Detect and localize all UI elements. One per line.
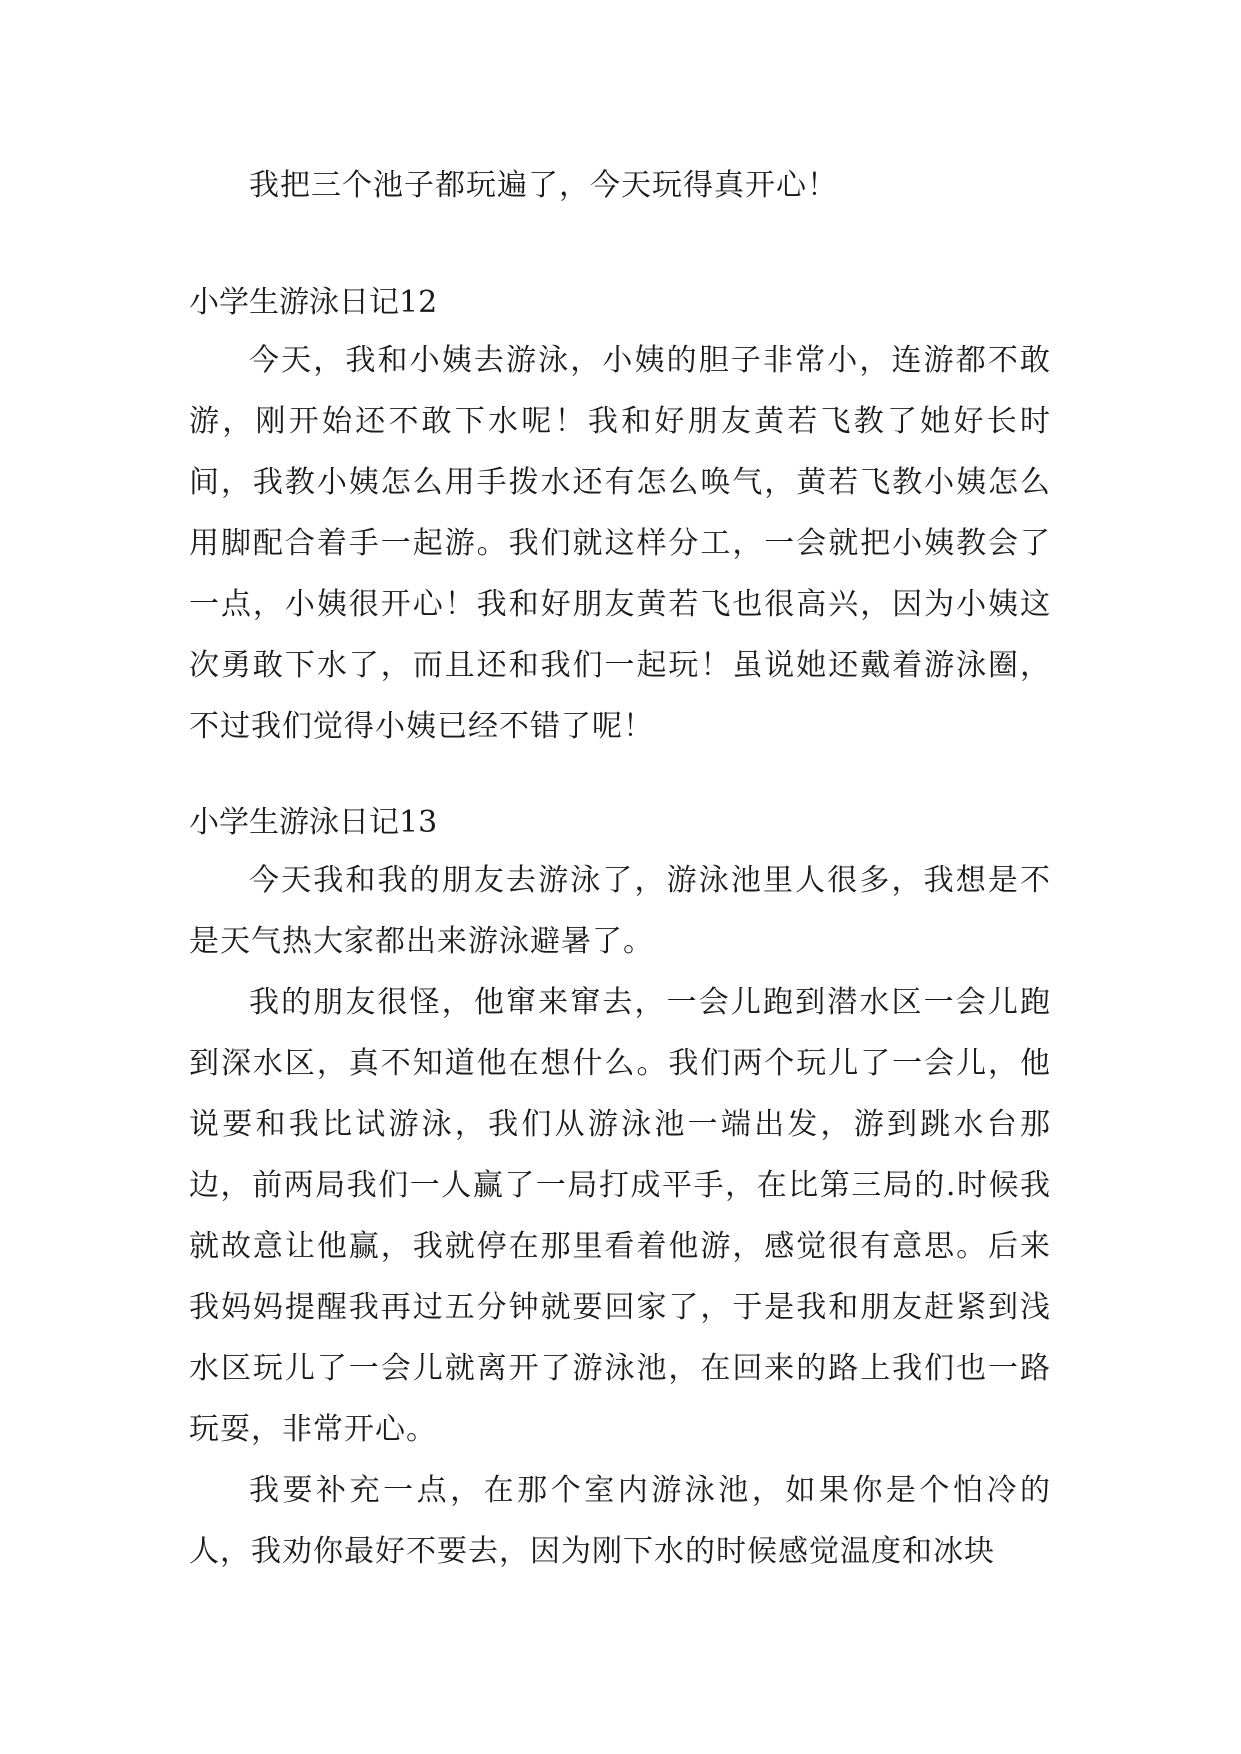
intro-block <box>189 155 1051 216</box>
intro-paragraph: 我把三个池子都玩遍了，今天玩得真开心！ <box>249 168 838 203</box>
section-body-13 <box>189 850 1051 1582</box>
paragraph: 今天我和我的朋友去游泳了，游泳池里人很多，我想是不是天气热大家都出来游泳避暑了。 <box>189 863 1051 959</box>
section-heading-12: 小学生游泳日记12 <box>189 285 438 320</box>
paragraph: 我的朋友很怪，他窜来窜去，一会儿跑到潜水区一会儿跑到深水区，真不知道他在想什么。我们两个玩儿了一会儿，他说要和我比试游泳，我们从游泳池一端出发，游到跳水台那边，前两局我们一人赢了一局打成平手，在比第三局的.时候我就故意让他赢，我就停在那里看着他游，感觉很有意思。后来我妈妈提醒我再过五分钟就要回家了，于是我和朋友赶紧到浅水区玩儿了一会儿就离开了游泳池，在回来的路上我们也一路玩耍，非常开心。 <box>189 985 1051 1447</box>
paragraph: 我要补充一点，在那个室内游泳池，如果你是个怕冷的人，我劝你最好不要去，因为刚下水的时候感觉温度和冰块 <box>189 1473 1051 1569</box>
section-body-12 <box>189 330 1051 757</box>
paragraph: 今天，我和小姨去游泳，小姨的胆子非常小，连游都不敢游，刚开始还不敢下水呢！我和好朋友黄若飞教了她好长时间，我教小姨怎么用手拨水还有怎么唤气，黄若飞教小姨怎么用脚配合着手一起游。我们就这样分工，一会就把小姨教会了一点，小姨很开心！我和好朋友黄若飞也很高兴，因为小姨这次勇敢下水了，而且还和我们一起玩！虽说她还戴着游泳圈，不过我们觉得小姨已经不错了呢！ <box>189 343 1051 744</box>
section-heading-13: 小学生游泳日记13 <box>189 805 438 840</box>
